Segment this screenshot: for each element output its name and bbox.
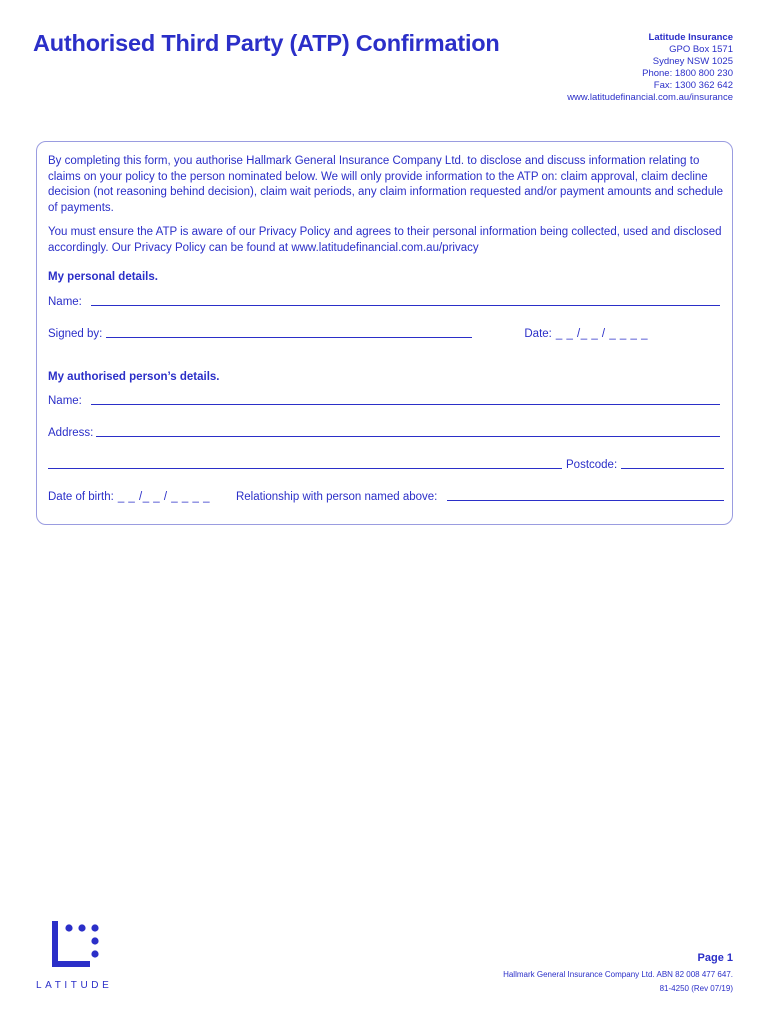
relationship-label: Relationship with person named above: bbox=[235, 491, 438, 503]
personal-name-row bbox=[48, 296, 720, 308]
postcode-field[interactable] bbox=[621, 467, 724, 469]
address-line-2-field[interactable] bbox=[48, 467, 562, 469]
dob-label: Date of birth: bbox=[48, 491, 114, 503]
address-label: Address: bbox=[48, 427, 94, 439]
form-revision: 81-4250 (Rev 07/19) bbox=[659, 984, 733, 993]
address-row bbox=[48, 427, 720, 439]
website-url: www.latitudefinancial.com.au/insurance bbox=[567, 92, 733, 103]
address-line-1: GPO Box 1571 bbox=[669, 44, 733, 55]
date-field[interactable]: _ _ /_ _ / _ _ _ _ bbox=[555, 328, 648, 340]
logo-wordmark: LATITUDE bbox=[36, 980, 113, 991]
address-line-2-row bbox=[48, 459, 724, 471]
fax-number: Fax: 1300 362 642 bbox=[653, 80, 733, 91]
company-name: Latitude Insurance bbox=[648, 32, 733, 43]
authorised-details-heading: My authorised person’s details. bbox=[48, 371, 220, 383]
authorised-name-label: Name: bbox=[48, 395, 82, 407]
phone-number: Phone: 1800 800 230 bbox=[642, 68, 733, 79]
postcode-label: Postcode: bbox=[566, 459, 618, 471]
relationship-field[interactable] bbox=[447, 499, 724, 501]
signature-field[interactable] bbox=[106, 336, 472, 338]
personal-name-field[interactable] bbox=[91, 304, 720, 306]
address-line-2: Sydney NSW 1025 bbox=[652, 56, 733, 67]
intro-paragraph: By completing this form, you authorise Hallmark General Insurance Company Ltd. to disclose and discuss information relating to claims on your policy to the person nominated below. We will only provide information to the ATP on: claim approval, claim decline decision (not reasoning behind decision), claim wait periods, any claim information requested and/or payment amounts and schedule of payments. bbox=[48, 155, 724, 214]
address-field[interactable] bbox=[96, 435, 720, 437]
authorised-name-row bbox=[48, 395, 720, 407]
date-label: Date: bbox=[524, 328, 552, 340]
dob-row bbox=[48, 491, 724, 503]
authorised-name-field[interactable] bbox=[91, 403, 720, 405]
latitude-logo-icon bbox=[52, 921, 102, 967]
dob-field[interactable]: _ _ /_ _ / _ _ _ _ bbox=[117, 491, 210, 503]
personal-details-heading: My personal details. bbox=[48, 271, 158, 283]
page-number: Page 1 bbox=[697, 952, 733, 964]
company-abn: Hallmark General Insurance Company Ltd. ABN 82 008 477 647. bbox=[503, 970, 733, 979]
contact-block bbox=[567, 32, 733, 104]
signed-by-label: Signed by: bbox=[48, 328, 103, 340]
page-title: Authorised Third Party (ATP) Confirmation bbox=[33, 30, 500, 56]
personal-name-label: Name: bbox=[48, 296, 82, 308]
privacy-paragraph: You must ensure the ATP is aware of our Privacy Policy and agrees to their personal information being collected, used and disclosed accordingly. Our Privacy Policy can be found at www.latitudefinancial.com.au/privacy bbox=[48, 226, 722, 254]
signed-row bbox=[48, 328, 648, 340]
